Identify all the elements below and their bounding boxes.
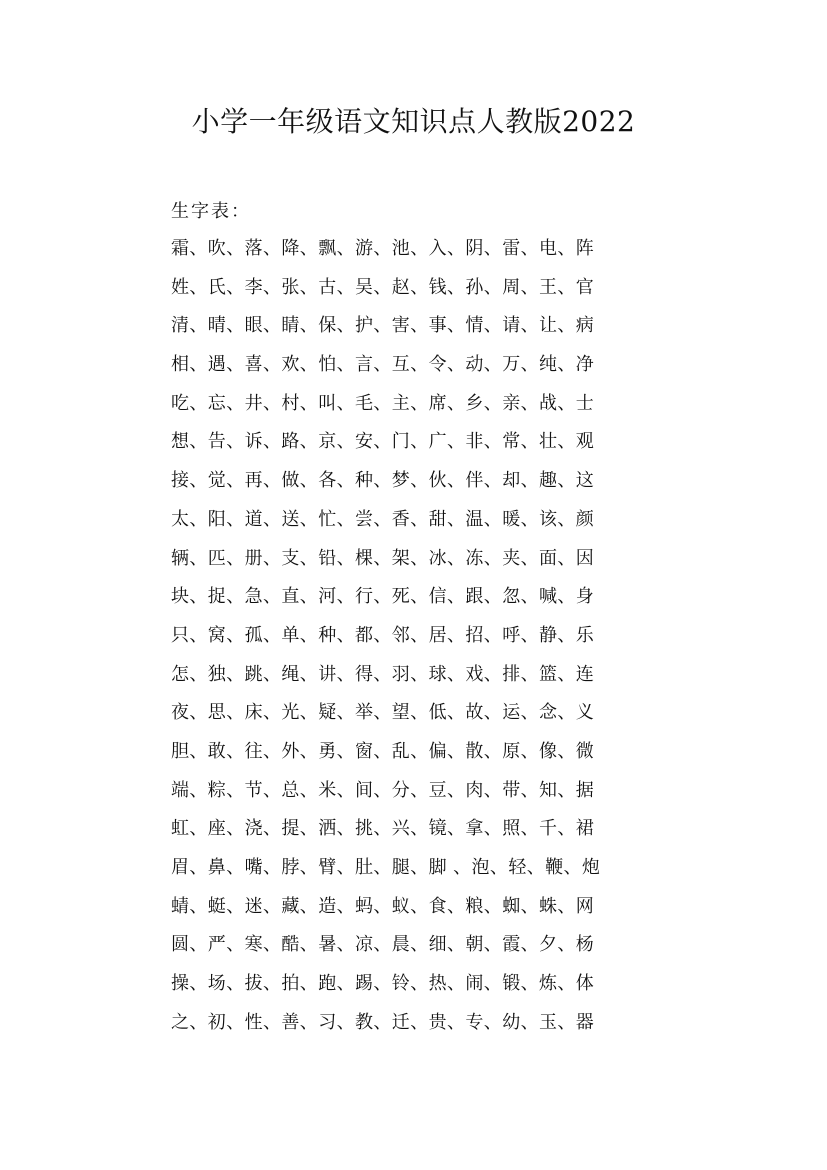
character-row: 清、晴、眼、睛、保、护、害、事、情、请、让、病 [171, 315, 595, 337]
character-row: 姓、氏、李、张、古、吴、赵、钱、孙、周、王、官 [171, 276, 595, 298]
character-row: 之、初、性、善、习、教、迁、贵、专、幼、玉、器 [171, 1011, 595, 1033]
character-row: 相、遇、喜、欢、怕、言、互、令、动、万、纯、净 [171, 354, 595, 376]
character-row: 辆、匹、册、支、铅、棵、架、冰、冻、夹、面、因 [171, 547, 595, 569]
character-row: 端、粽、节、总、米、间、分、豆、肉、带、知、据 [171, 779, 595, 801]
character-list [171, 234, 711, 1046]
character-row: 虹、座、浇、提、洒、挑、兴、镜、拿、照、千、裙 [171, 818, 595, 840]
character-row: 圆、严、寒、酷、暑、凉、晨、细、朝、霞、夕、杨 [171, 934, 595, 956]
character-row: 怎、独、跳、绳、讲、得、羽、球、戏、排、篮、连 [171, 663, 595, 685]
character-row: 吃、忘、井、村、叫、毛、主、席、乡、亲、战、士 [171, 392, 595, 414]
character-row: 太、阳、道、送、忙、尝、香、甜、温、暖、该、颜 [171, 508, 595, 530]
character-row: 夜、思、床、光、疑、举、望、低、故、运、念、义 [171, 702, 595, 724]
character-row: 蜻、蜓、迷、藏、造、蚂、蚁、食、粮、蜘、蛛、网 [171, 895, 595, 917]
character-row: 只、窝、孤、单、种、都、邻、居、招、呼、静、乐 [171, 624, 595, 646]
character-row: 胆、敢、往、外、勇、窗、乱、偏、散、原、像、微 [171, 740, 595, 762]
character-row: 想、告、诉、路、京、安、门、广、非、常、壮、观 [171, 431, 595, 453]
document-title: 小学一年级语文知识点人教版2022 [191, 105, 636, 138]
character-row: 块、捉、急、直、河、行、死、信、跟、忽、喊、身 [171, 586, 595, 608]
character-row: 接、觉、再、做、各、种、梦、伙、伴、却、趣、这 [171, 470, 595, 492]
character-row: 操、场、拔、拍、跑、踢、铃、热、闹、锻、炼、体 [171, 973, 595, 995]
section-label: 生字表： [171, 201, 251, 222]
character-row: 眉、鼻、嘴、脖、臂、肚、腿、脚 、泡、轻、鞭、炮 [171, 857, 601, 878]
character-row: 霜、吹、落、降、飘、游、池、入、阴、雷、电、阵 [171, 238, 595, 259]
